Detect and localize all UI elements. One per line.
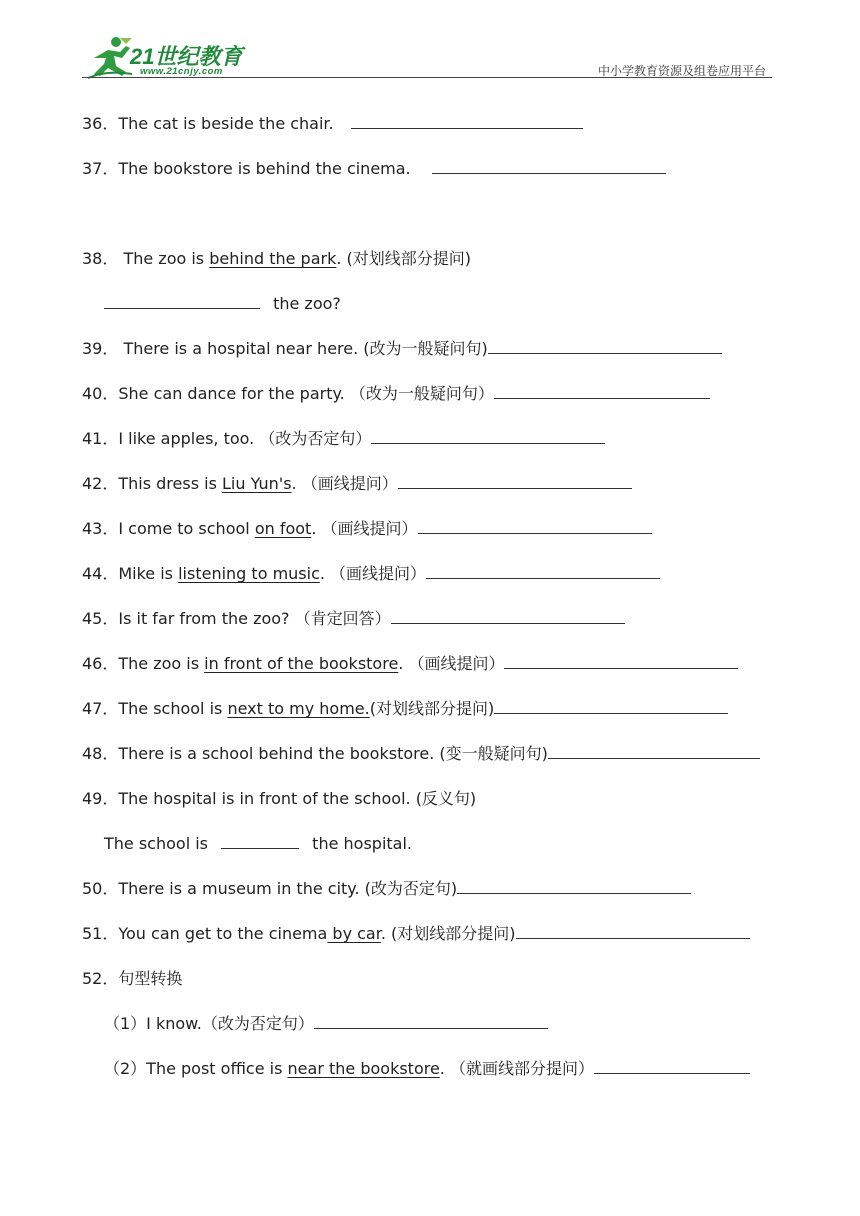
- question-50: [82, 879, 691, 899]
- question-text: The school is: [104, 834, 214, 853]
- instruction-text: . (对划线部分提问): [336, 249, 472, 268]
- question-text: 47．The school is: [82, 699, 228, 718]
- answer-blank[interactable]: [494, 384, 710, 399]
- question-text: 46．The zoo is: [82, 654, 205, 673]
- answer-blank[interactable]: [548, 744, 760, 759]
- question-text: 44．Mike is: [82, 564, 179, 583]
- answer-blank[interactable]: [371, 429, 605, 444]
- underlined-phrase: on foot: [254, 519, 312, 538]
- question-text: 38． The zoo is: [82, 249, 210, 268]
- instruction-text: . （画线提问）: [291, 474, 398, 493]
- question-40: [82, 384, 710, 404]
- question-49: [82, 789, 476, 809]
- question-47: [82, 699, 728, 719]
- site-logo: [86, 36, 256, 80]
- question-text: the zoo?: [268, 294, 341, 313]
- logo-text: 21世纪教育: [130, 44, 243, 69]
- question-text: 52．句型转换: [82, 969, 183, 988]
- question-37: [82, 159, 666, 179]
- platform-title: 中小学教育资源及组卷应用平台: [597, 64, 766, 78]
- answer-blank[interactable]: [426, 564, 660, 579]
- instruction-text: . （画线提问）: [398, 654, 505, 673]
- underlined-phrase: behind the park: [209, 249, 337, 268]
- question-text: 39． There is a hospital near here. (改为一般疑问句): [82, 339, 488, 358]
- header-divider: [82, 77, 772, 78]
- question-text: （1）I know.（改为否定句）: [104, 1014, 314, 1033]
- question-45: [82, 609, 625, 629]
- underlined-phrase: listening to music: [178, 564, 320, 583]
- question-52-part-2: [104, 1059, 750, 1079]
- question-46: [82, 654, 738, 674]
- instruction-text: (对划线部分提问): [369, 699, 495, 718]
- question-text: 40．She can dance for the party. （改为一般疑问句）: [82, 384, 494, 403]
- question-43: [82, 519, 652, 539]
- question-41: [82, 429, 605, 449]
- instruction-text: . （画线提问）: [311, 519, 418, 538]
- question-52: [82, 969, 182, 989]
- answer-blank[interactable]: [488, 339, 722, 354]
- answer-blank[interactable]: [432, 159, 666, 174]
- question-38-answer-line: [104, 294, 341, 314]
- question-text: 41．I like apples, too. （改为否定句）: [82, 429, 372, 448]
- answer-blank[interactable]: [398, 474, 632, 489]
- question-text: 49．The hospital is in front of the school. (反义句): [82, 789, 477, 808]
- answer-blank[interactable]: [504, 654, 738, 669]
- answer-blank[interactable]: [516, 924, 750, 939]
- answer-blank[interactable]: [457, 879, 691, 894]
- underlined-phrase: next to my home.: [227, 699, 370, 718]
- question-51: [82, 924, 750, 944]
- question-49-answer-line: [104, 834, 412, 854]
- question-text: 37．The bookstore is behind the cinema.: [82, 159, 411, 178]
- question-52-part-1: [104, 1014, 548, 1034]
- underlined-phrase: near the bookstore: [287, 1059, 440, 1078]
- underlined-phrase: in front of the bookstore: [204, 654, 399, 673]
- question-text: 36．The cat is beside the chair.: [82, 114, 334, 133]
- question-48: [82, 744, 760, 764]
- question-text: 48．There is a school behind the bookstore. (变一般疑问句): [82, 744, 548, 763]
- question-text: the hospital.: [307, 834, 412, 853]
- answer-blank[interactable]: [594, 1059, 750, 1074]
- answer-blank[interactable]: [391, 609, 625, 624]
- question-text: 45．Is it far from the zoo? （肯定回答）: [82, 609, 391, 628]
- question-text: 42．This dress is: [82, 474, 222, 493]
- underlined-phrase: Liu Yun's: [222, 474, 292, 493]
- answer-blank[interactable]: [418, 519, 652, 534]
- question-44: [82, 564, 660, 584]
- question-39: [82, 339, 722, 359]
- question-text: 43．I come to school: [82, 519, 255, 538]
- answer-blank[interactable]: [351, 114, 583, 129]
- answer-blank[interactable]: [494, 699, 728, 714]
- question-text: 51．You can get to the cinema: [82, 924, 328, 943]
- page-header: [0, 0, 860, 90]
- logo-url: www.21cnjy.com: [140, 66, 223, 77]
- instruction-text: . (对划线部分提问): [380, 924, 516, 943]
- answer-blank[interactable]: [104, 294, 260, 309]
- answer-blank[interactable]: [314, 1014, 548, 1029]
- question-36: [82, 114, 583, 134]
- question-42: [82, 474, 632, 494]
- instruction-text: . （就画线部分提问）: [439, 1059, 594, 1078]
- answer-blank[interactable]: [221, 834, 299, 849]
- question-38: [82, 249, 471, 269]
- underlined-phrase: by car: [327, 924, 381, 943]
- question-text: 50．There is a museum in the city. (改为否定句): [82, 879, 458, 898]
- instruction-text: . （画线提问）: [319, 564, 427, 583]
- runner-logo-icon: [86, 36, 134, 80]
- question-text: （2）The post office is: [104, 1059, 288, 1078]
